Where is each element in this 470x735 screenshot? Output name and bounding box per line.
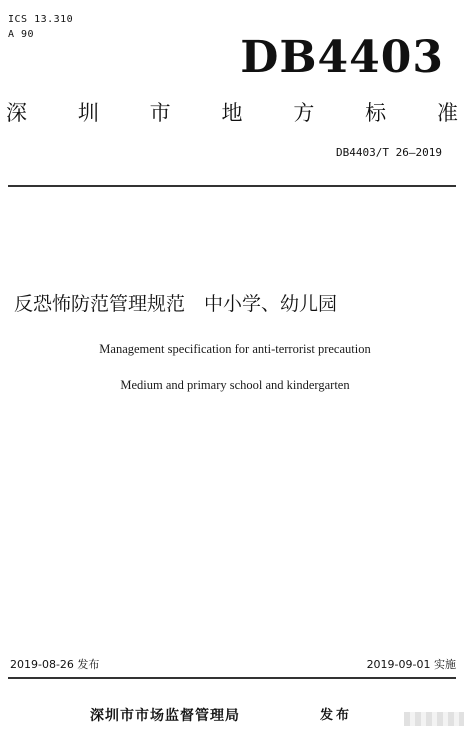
standard-level-heading [6,100,458,126]
standard-brand-code: DB4403 [240,32,444,83]
footer-divider [8,677,456,679]
chinese-title: 反恐怖防范管理规范 中小学、幼儿园 [14,293,338,315]
ics-line: ICS 13.310 [8,14,74,25]
classification-line: A 90 [8,29,35,40]
level-char: 地 [221,101,243,125]
blurred-watermark [404,712,464,726]
header-divider [8,185,456,187]
ics-code-block [8,12,73,42]
standard-number: DB4403/T 26—2019 [336,146,442,159]
implementation-date: 2019-09-01 实施 [366,658,456,671]
issue-label: 发布 [320,708,353,723]
level-char: 圳 [77,101,99,125]
english-title-line1: Management specification for anti-terrorist precaution [99,342,371,356]
english-title-line2: Medium and primary school and kindergarten [120,378,350,392]
level-char: 方 [293,101,315,125]
level-char: 准 [436,101,458,125]
issue-date: 2019-08-26 发布 [10,658,100,671]
level-char: 市 [149,101,171,125]
issuing-authority: 深圳市市场监督管理局 [90,708,240,724]
level-char: 深 [6,101,27,125]
level-char: 标 [365,101,387,125]
